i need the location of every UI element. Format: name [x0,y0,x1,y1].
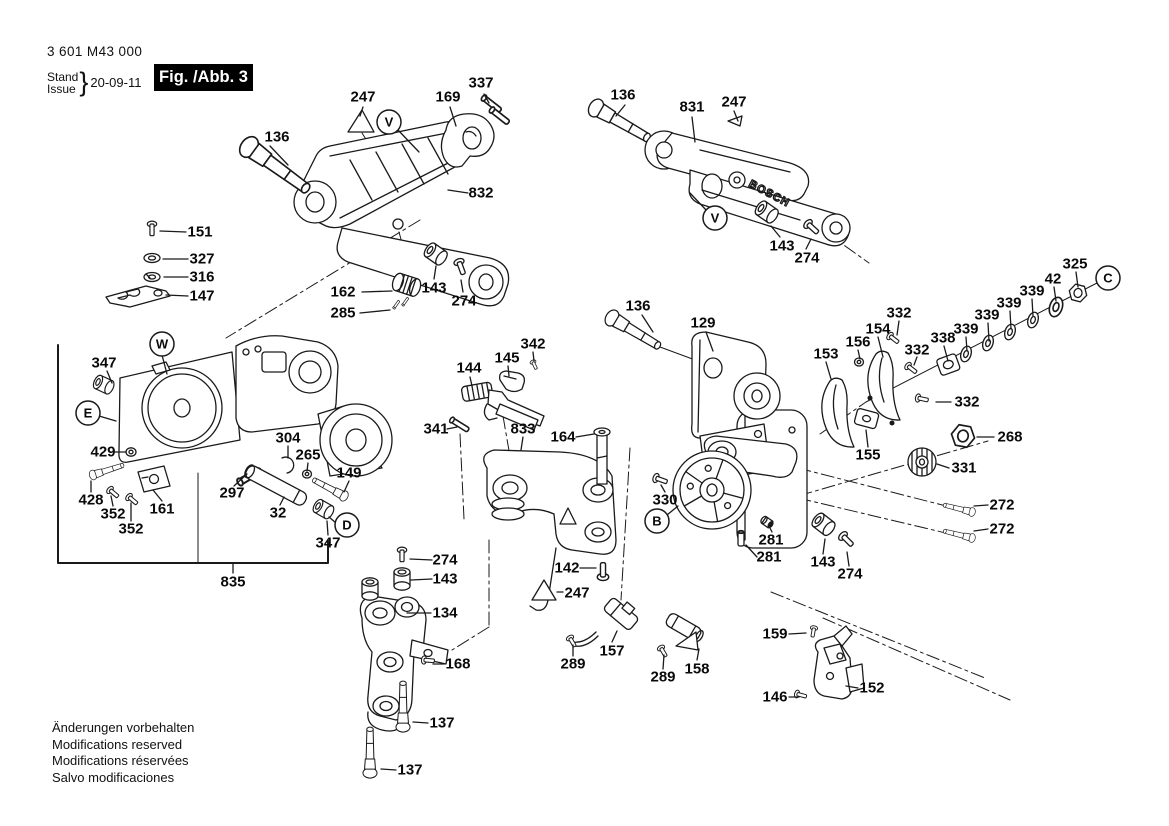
part-callout-316: 316 [189,268,215,286]
part-callout-352: 352 [118,520,144,538]
revision-note-line: Modifications reserved [52,736,183,752]
part-callout-332: 332 [954,393,980,411]
part-316-washer [144,273,160,282]
brace-glyph: } [79,67,89,97]
part-callout-147: 147 [189,287,215,305]
part-callout-289: 289 [650,668,676,686]
part-callout-154: 154 [865,320,891,338]
part-callout-338: 338 [930,329,956,347]
part-callout-331: 331 [951,459,977,477]
part-callout-272: 272 [989,496,1015,514]
part-callout-145: 145 [494,349,520,367]
part-338-block [936,353,961,376]
part-callout-142: 142 [554,559,580,577]
part-callout-297: 297 [219,484,245,502]
document-part-number: 3 601 M43 000 [47,44,143,59]
part-callout-161: 161 [149,500,175,518]
part-callout-247: 247 [564,584,590,602]
part-callout-289: 289 [560,655,586,673]
svg-text:C: C [1103,270,1113,286]
part-347-bushing [92,374,116,396]
part-callout-134: 134 [432,604,458,622]
part-callout-330: 330 [652,491,678,509]
svg-text:V: V [384,114,394,130]
part-callout-168: 168 [445,655,471,673]
ref-marker-E [76,401,100,425]
part-274-screw [837,530,856,549]
warning-triangle [532,580,556,600]
part-142-screw [597,563,608,581]
part-callout-352: 352 [100,505,126,523]
part-callout-146: 146 [762,688,788,706]
part-callout-149: 149 [336,464,362,482]
part-154-plate [868,351,900,420]
part-callout-156: 156 [845,333,871,351]
part-332-screw [915,393,929,404]
part-327-washer [144,254,160,263]
part-callout-247: 247 [721,93,747,111]
issue-label: Issue [47,81,76,96]
stand-label: Stand [47,69,79,84]
part-callout-143: 143 [769,237,795,255]
part-callout-137: 137 [429,714,455,732]
svg-text:B: B [652,513,662,529]
issue-date: 20-09-11 [90,75,142,90]
part-callout-304: 304 [275,429,301,447]
part-146-screw [794,690,808,701]
part-callout-281: 281 [756,548,782,566]
part-callout-169: 169 [435,88,461,106]
part-callout-155: 155 [855,446,881,464]
part-callout-337: 337 [468,74,494,92]
part-callout-428: 428 [78,491,104,509]
ref-marker-C [1096,266,1120,290]
ref-marker-V [703,206,727,230]
part-callout-339: 339 [953,320,979,338]
part-347-bushing [311,498,336,521]
part-153-plate [822,378,854,447]
part-136-bolt [585,96,654,147]
part-callout-136: 136 [264,128,290,146]
part-callout-327: 327 [189,250,215,268]
part-callout-274: 274 [837,565,863,583]
part-callout-144: 144 [456,359,482,377]
part-164-pin [594,428,610,484]
part-161-block [138,466,170,492]
part-callout-281: 281 [758,531,784,549]
part-callout-143: 143 [421,279,447,297]
revision-note-line: Änderungen vorbehalten [52,720,195,735]
part-callout-342: 342 [520,335,546,353]
part-143-bushing [394,568,410,590]
part-169-clamp [441,114,494,167]
part-motor-mount-module [119,336,392,476]
revision-note-line: Salvo modificaciones [52,769,175,785]
part-callout-347: 347 [91,354,117,372]
part-callout-152: 152 [859,679,885,697]
part-callout-32: 32 [269,504,287,522]
part-352-screw [105,485,120,500]
part-callout-429: 429 [90,443,116,461]
part-831-arm [645,131,850,246]
part-callout-129: 129 [690,314,716,332]
ref-marker-V [377,110,401,134]
part-callout-143: 143 [432,570,458,588]
part-304-ring [282,457,294,473]
part-callout-164: 164 [550,428,576,446]
part-callout-143: 143 [810,553,836,571]
part-272-screw [942,527,976,544]
screw-head-dot [890,421,895,426]
part-callout-137: 137 [397,761,423,779]
part-callout-339: 339 [1019,282,1045,300]
part-callout-157: 157 [599,642,625,660]
part-285-pin [401,297,409,307]
part-callout-325: 325 [1062,255,1088,273]
part-137-bolt [363,727,377,778]
ref-marker-B [645,509,669,533]
part-callout-247: 247 [350,88,376,106]
part-272-screw [942,501,976,518]
drawing-layer [58,94,1097,778]
part-332-screw [903,361,918,376]
part-156-nut [855,358,864,366]
part-callout-151: 151 [187,223,213,241]
part-callout-274: 274 [451,292,477,310]
part-155-plate [854,408,879,429]
part-158-pin [665,612,706,650]
part-429-nut [126,448,136,456]
part-callout-272: 272 [989,520,1015,538]
part-callout-332: 332 [886,304,912,322]
part-147-plate [106,286,170,307]
part-833-link-bracket [484,450,616,610]
part-callout-274: 274 [794,249,820,267]
svg-text:D: D [342,517,352,533]
svg-text:W: W [155,336,169,352]
part-151-screw [147,221,156,236]
part-callout-835: 835 [220,573,246,591]
svg-text:V: V [710,210,720,226]
part-145-clip [500,371,525,392]
part-428-bolt [88,460,125,481]
part-268-nut [950,424,977,449]
part-callout-332: 332 [904,341,930,359]
part-274-screw [397,547,406,562]
part-143-bushing [810,511,838,537]
part-callout-274: 274 [432,551,458,569]
part-285-pin [392,300,400,310]
part-callout-832: 832 [468,184,494,202]
part-callout-136: 136 [610,86,636,104]
part-352-screw [124,492,139,507]
issue-date-block [47,67,142,98]
ref-marker-D [335,513,359,537]
part-callout-339: 339 [974,306,1000,324]
part-callout-268: 268 [997,428,1023,446]
part-callout-347: 347 [315,534,341,552]
part-143-bushing [362,578,378,600]
part-callout-831: 831 [679,98,705,116]
title-block [47,44,142,98]
screw-head-dot [868,396,873,401]
figure-label-box: Fig. /Abb. 3 [154,64,253,91]
ref-marker-W [150,332,174,356]
part-330-screw [652,473,669,487]
part-289-screw [656,644,669,658]
part-callout-265: 265 [295,446,321,464]
revision-note-line: Modifications réservées [52,753,189,769]
bosch-logo-text: BOSCH [746,178,792,210]
part-281-pin [738,531,744,547]
part-callout-136: 136 [625,297,651,315]
part-callout-42: 42 [1044,270,1062,288]
part-341-pin [449,416,470,432]
part-159-screw [809,625,818,637]
svg-text:E: E [83,405,93,421]
revision-notes [52,720,194,787]
part-callout-158: 158 [684,660,710,678]
part-callout-153: 153 [813,345,839,363]
part-callout-162: 162 [330,283,356,301]
part-32-rod [243,463,309,507]
part-callout-159: 159 [762,625,788,643]
part-callout-285: 285 [330,304,356,322]
part-callout-833: 833 [510,420,536,438]
part-331-wheel [908,448,936,476]
warning-triangle [728,116,742,126]
part-callout-341: 341 [423,420,449,438]
part-callout-339: 339 [996,294,1022,312]
